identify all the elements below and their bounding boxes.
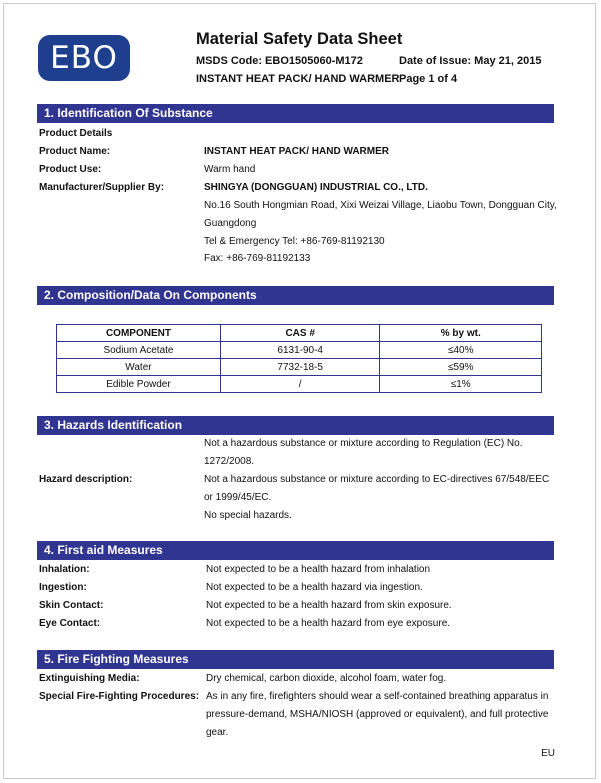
hazard-line-5: No special hazards. xyxy=(204,510,292,521)
component-name: Edible Powder xyxy=(57,376,221,393)
product-name-value: INSTANT HEAT PACK/ HAND WARMER xyxy=(204,146,389,157)
section-4-header: 4. First aid Measures xyxy=(37,541,554,560)
inhalation-value: Not expected to be a health hazard from inhalation xyxy=(206,564,431,575)
extinguishing-media-label: Extinguishing Media: xyxy=(39,673,140,684)
address-line-1: No.16 South Hongmian Road, Xixi Weizai Village, Liaobu Town, Dongguan City, xyxy=(204,200,557,211)
inhalation-label: Inhalation: xyxy=(39,564,90,575)
hazard-line-1: Not a hazardous substance or mixture according to Regulation (EC) No. xyxy=(204,438,523,449)
hazard-line-4: or 1999/45/EC. xyxy=(204,492,272,503)
fire-procedures-line-3: gear. xyxy=(206,727,229,738)
cas-number: / xyxy=(220,376,380,393)
composition-table xyxy=(56,324,542,393)
table-row xyxy=(57,342,542,359)
table-row xyxy=(57,359,542,376)
extinguishing-media-value: Dry chemical, carbon dioxide, alcohol foam, water fog. xyxy=(206,673,447,684)
product-use-label: Product Use: xyxy=(39,164,102,175)
hazard-description-label: Hazard description: xyxy=(39,474,133,485)
telephone: Tel & Emergency Tel: +86-769-81192130 xyxy=(204,236,385,247)
product-use-value: Warm hand xyxy=(204,164,256,175)
ingestion-label: Ingestion: xyxy=(39,582,87,593)
cas-number: 7732-18-5 xyxy=(220,359,380,376)
section-2-header: 2. Composition/Data On Components xyxy=(37,286,554,305)
address-line-2: Guangdong xyxy=(204,218,257,229)
column-header-component: COMPONENT xyxy=(57,325,221,342)
product-subtitle: INSTANT HEAT PACK/ HAND WARMER xyxy=(196,73,400,85)
fire-procedures-label: Special Fire-Fighting Procedures: xyxy=(39,691,200,702)
component-name: Water xyxy=(57,359,221,376)
document-title: Material Safety Data Sheet xyxy=(196,30,403,48)
ebo-logo: EBO xyxy=(38,35,130,81)
ingestion-value: Not expected to be a health hazard via ingestion. xyxy=(206,582,423,593)
table-row xyxy=(57,376,542,393)
product-name-label: Product Name: xyxy=(39,146,111,157)
fire-procedures-line-1: As in any fire, firefighters should wear a self-contained breathing apparatus in xyxy=(206,691,549,702)
fire-procedures-line-2: pressure-demand, MSHA/NIOSH (approved or equivalent), and full protective xyxy=(206,709,549,720)
fax: Fax: +86-769-81192133 xyxy=(204,253,311,264)
weight-percent: ≤1% xyxy=(380,376,542,393)
eye-contact-label: Eye Contact: xyxy=(39,618,101,629)
weight-percent: ≤59% xyxy=(380,359,542,376)
page-number: Page 1 of 4 xyxy=(399,73,458,85)
footer-mark: EU xyxy=(541,748,555,759)
section-5-header: 5. Fire Fighting Measures xyxy=(37,650,554,669)
skin-contact-label: Skin Contact: xyxy=(39,600,104,611)
skin-contact-value: Not expected to be a health hazard from skin exposure. xyxy=(206,600,452,611)
cas-number: 6131-90-4 xyxy=(220,342,380,359)
eye-contact-value: Not expected to be a health hazard from eye exposure. xyxy=(206,618,451,629)
msds-code: MSDS Code: EBO1505060-M172 xyxy=(196,55,363,67)
product-details-label: Product Details xyxy=(39,128,113,139)
weight-percent: ≤40% xyxy=(380,342,542,359)
component-name: Sodium Acetate xyxy=(57,342,221,359)
table-header-row xyxy=(57,325,542,342)
issue-date: Date of Issue: May 21, 2015 xyxy=(399,55,542,67)
column-header-percent: % by wt. xyxy=(380,325,542,342)
manufacturer-value: SHINGYA (DONGGUAN) INDUSTRIAL CO., LTD. xyxy=(204,182,428,193)
section-1-header: 1. Identification Of Substance xyxy=(37,104,554,123)
section-3-header: 3. Hazards Identification xyxy=(37,416,554,435)
hazard-line-2: 1272/2008. xyxy=(204,456,255,467)
column-header-cas: CAS # xyxy=(220,325,380,342)
manufacturer-label: Manufacturer/Supplier By: xyxy=(39,182,165,193)
hazard-line-3: Not a hazardous substance or mixture according to EC-directives 67/548/EEC xyxy=(204,474,550,485)
